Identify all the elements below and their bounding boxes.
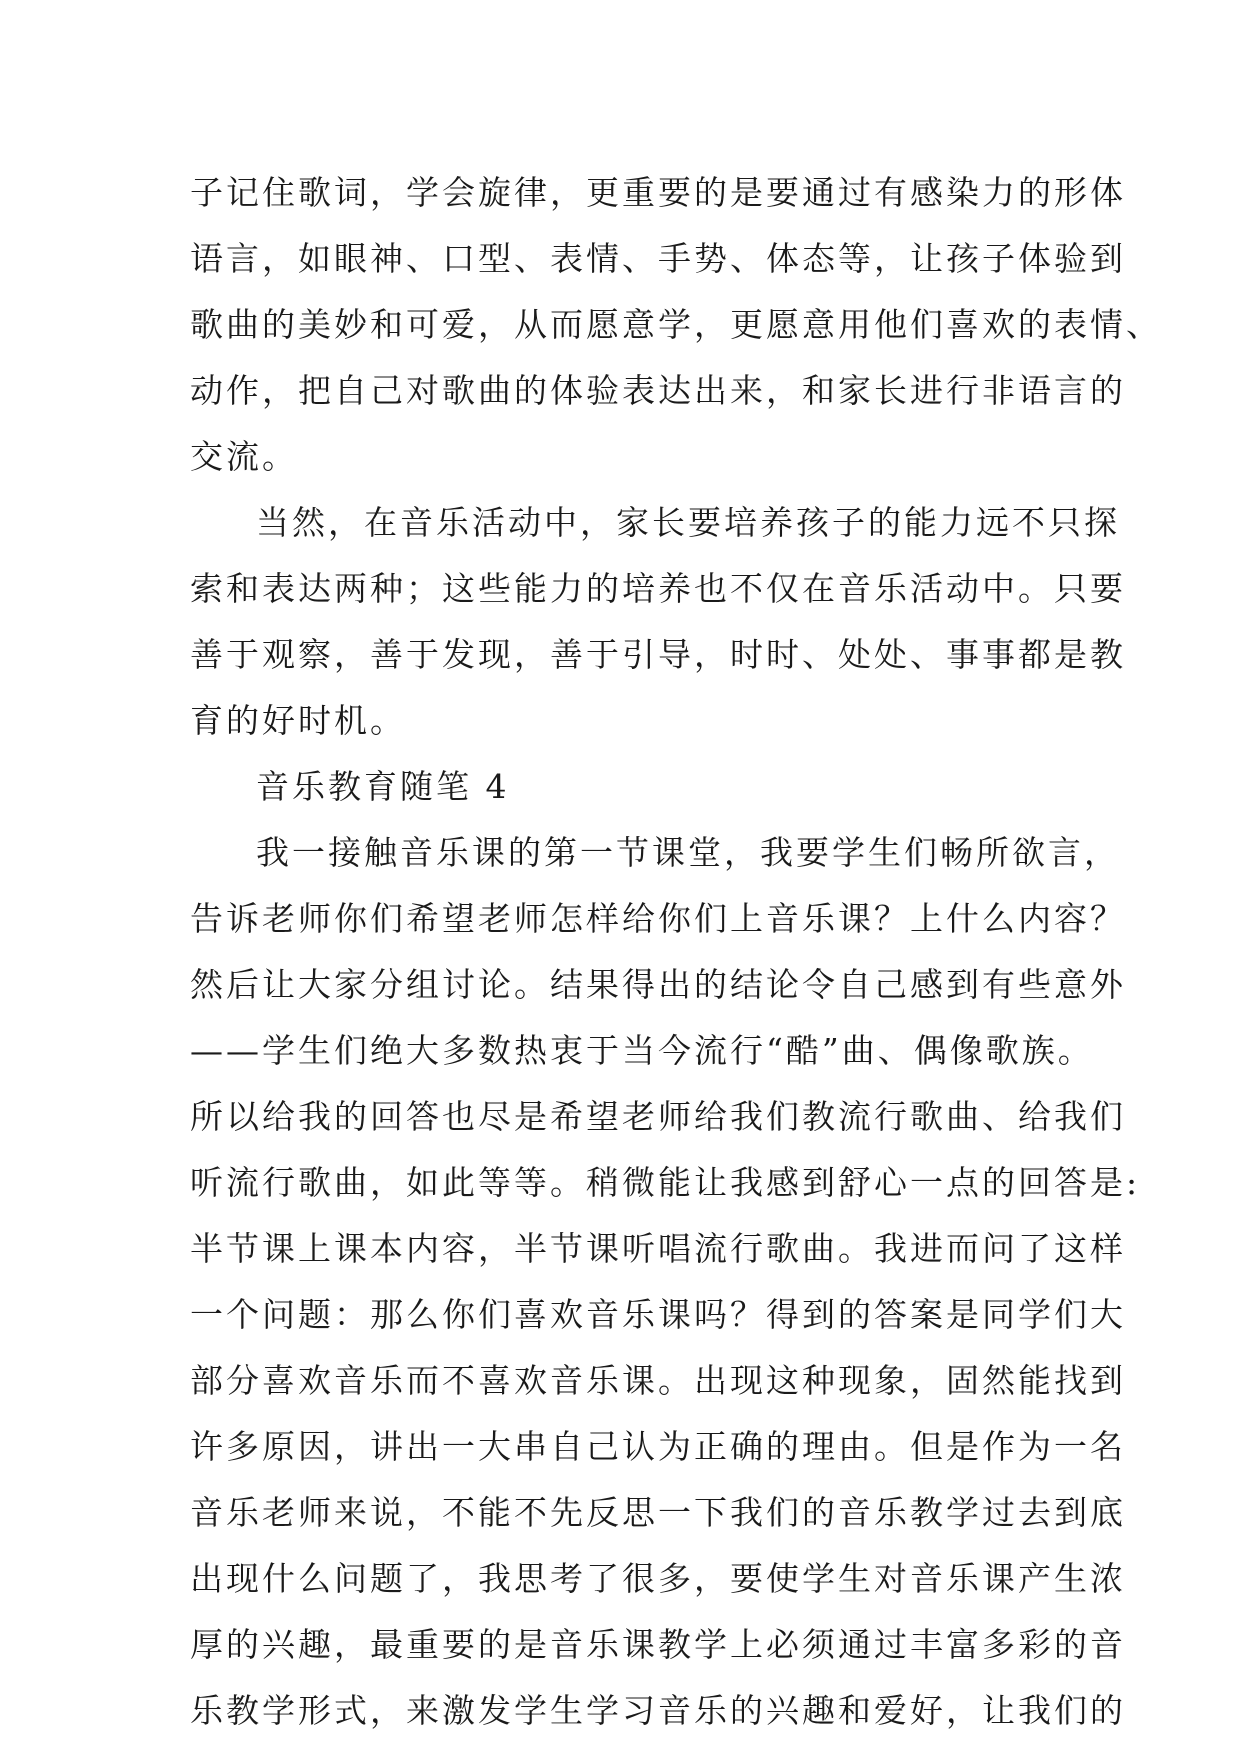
paragraph-start-line: 我一接触音乐课的第一节课堂，我要学生们畅所欲言，	[256, 833, 1120, 872]
text-line: 育的好时机。	[190, 701, 406, 740]
text-line: 然后让大家分组讨论。结果得出的结论令自己感到有些意外	[190, 965, 1126, 1004]
text-line: 部分喜欢音乐而不喜欢音乐课。出现这种现象，固然能找到	[190, 1361, 1126, 1400]
text-line: ——学生们绝大多数热衷于当今流行“酷”曲、偶像歌族。	[190, 1031, 1094, 1070]
text-line: 出现什么问题了，我思考了很多，要使学生对音乐课产生浓	[190, 1559, 1126, 1598]
text-line: 音乐老师来说，不能不先反思一下我们的音乐教学过去到底	[190, 1493, 1126, 1532]
text-line: 善于观察，善于发现，善于引导，时时、处处、事事都是教	[190, 635, 1126, 674]
text-line: 厚的兴趣，最重要的是音乐课教学上必须通过丰富多彩的音	[190, 1625, 1126, 1664]
text-line: 一个问题：那么你们喜欢音乐课吗？得到的答案是同学们大	[190, 1295, 1126, 1334]
text-line: 许多原因，讲出一大串自己认为正确的理由。但是作为一名	[190, 1427, 1126, 1466]
text-line: 歌曲的美妙和可爱，从而愿意学，更愿意用他们喜欢的表情、	[190, 305, 1162, 344]
section-heading: 音乐教育随笔 4	[256, 767, 510, 806]
text-line: 乐教学形式，来激发学生学习音乐的兴趣和爱好，让我们的	[190, 1691, 1126, 1730]
body-text	[190, 160, 1162, 1744]
text-line: 半节课上课本内容，半节课听唱流行歌曲。我进而问了这样	[190, 1229, 1126, 1268]
text-line: 交流。	[190, 437, 298, 476]
text-line: 所以给我的回答也尽是希望老师给我们教流行歌曲、给我们	[190, 1097, 1126, 1136]
text-line: 子记住歌词，学会旋律，更重要的是要通过有感染力的形体	[190, 173, 1126, 212]
text-line: 动作，把自己对歌曲的体验表达出来，和家长进行非语言的	[190, 371, 1126, 410]
text-line: 听流行歌曲，如此等等。稍微能让我感到舒心一点的回答是:	[190, 1163, 1141, 1202]
text-line: 告诉老师你们希望老师怎样给你们上音乐课？上什么内容？	[190, 899, 1126, 938]
text-line: 语言，如眼神、口型、表情、手势、体态等，让孩子体验到	[190, 239, 1126, 278]
paragraph-start-line: 当然，在音乐活动中，家长要培养孩子的能力远不只探	[256, 503, 1120, 542]
text-line: 索和表达两种；这些能力的培养也不仅在音乐活动中。只要	[190, 569, 1126, 608]
